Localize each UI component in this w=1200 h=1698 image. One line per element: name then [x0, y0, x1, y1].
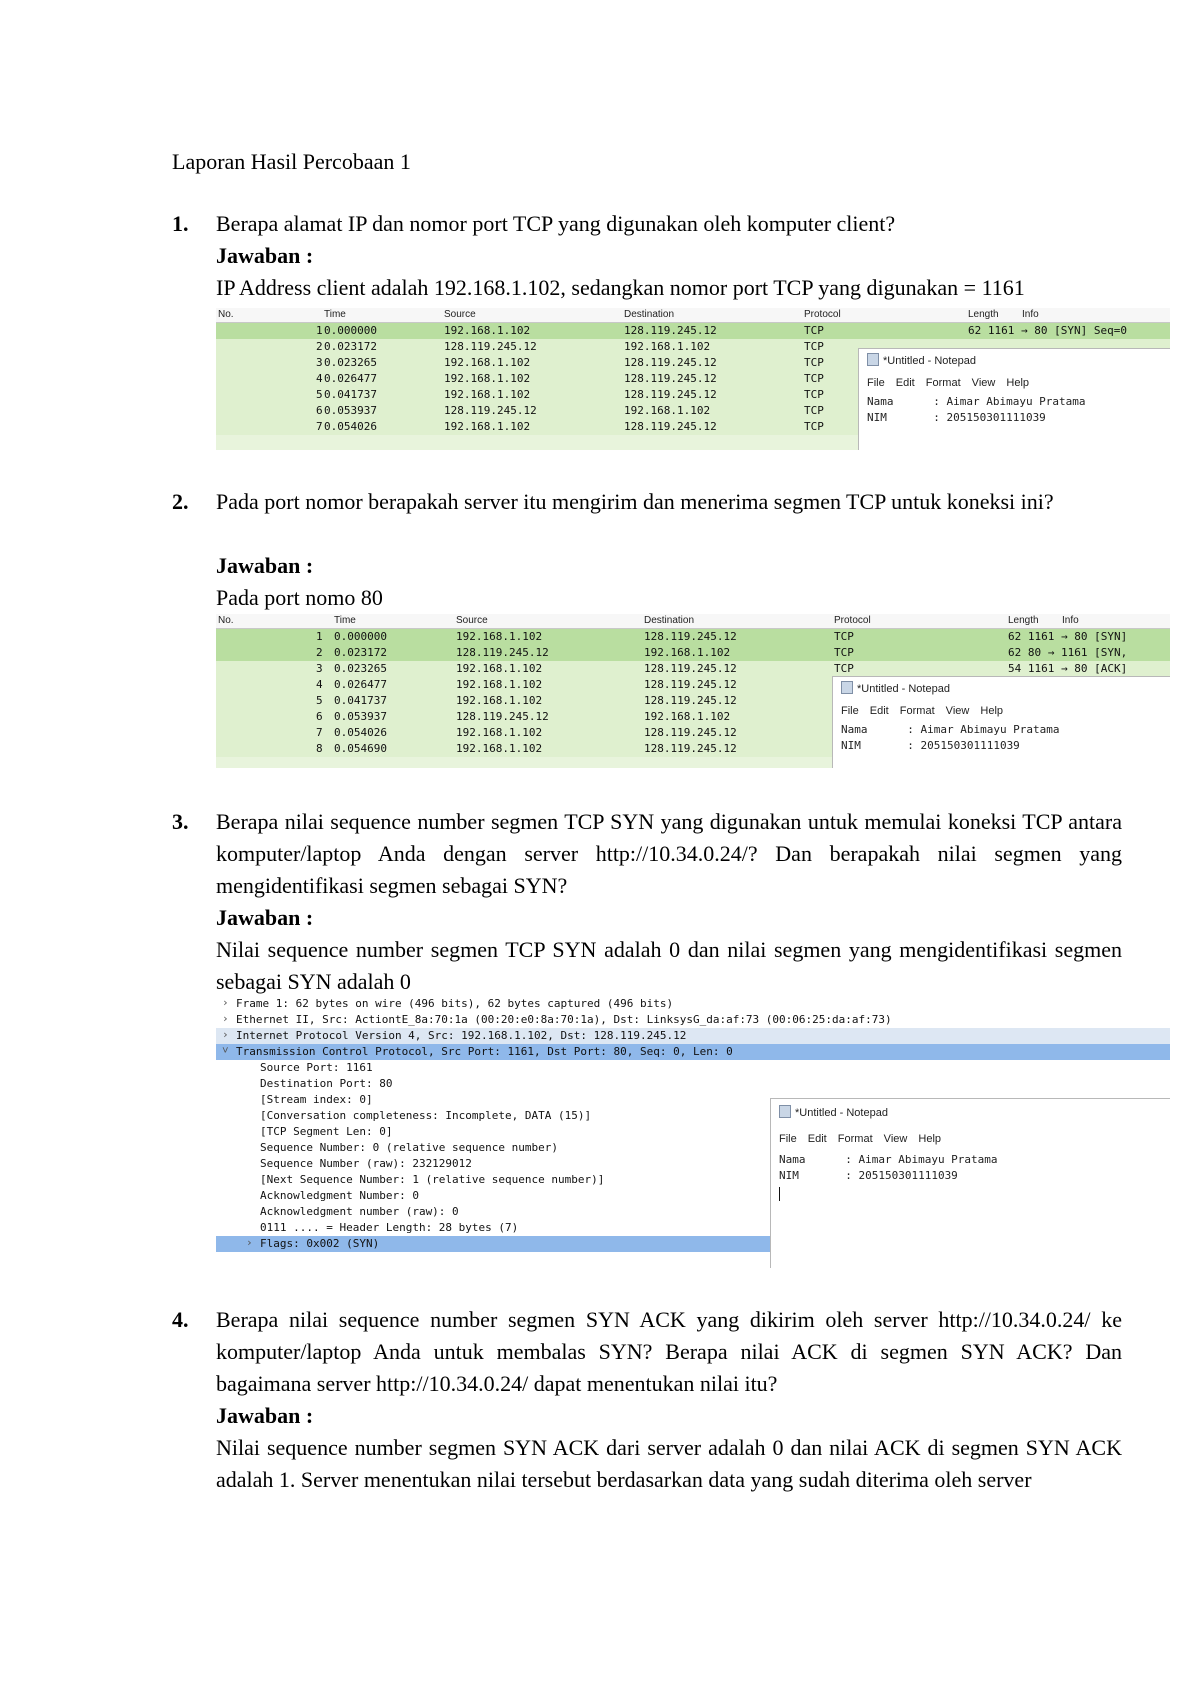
packet-detail-text: [Stream index: 0]: [260, 1093, 373, 1106]
packet-cell: 0.041737: [324, 388, 377, 401]
packet-cell: 0.023265: [334, 662, 387, 675]
col-time: Time: [334, 615, 356, 626]
packet-cell: 8: [316, 742, 323, 755]
question-3-answer: Nilai sequence number segmen TCP SYN adalah 0 dan nilai segmen yang mengidentifikasi segmen sebagai SYN adalah 0: [216, 937, 1122, 994]
packet-cell: 128.119.245.12: [624, 388, 717, 401]
col-length: Length: [968, 309, 999, 320]
packet-cell: 62 80 → 1161 [SYN,: [1008, 646, 1128, 659]
col-info: Info: [1062, 615, 1079, 626]
packet-detail-row[interactable]: [216, 996, 1170, 1012]
notepad-window: [770, 1098, 1170, 1268]
question-1-answer: IP Address client adalah 192.168.1.102, sedangkan nomor port TCP yang digunakan = 1161: [216, 275, 1025, 300]
col-destination: Destination: [644, 615, 695, 626]
packet-cell: 0.023172: [324, 340, 377, 353]
packet-cell: 1: [316, 630, 323, 643]
packet-row[interactable]: [216, 645, 1170, 661]
packet-detail-text: [Conversation completeness: Incomplete, DATA (15)]: [260, 1109, 592, 1122]
packet-detail-text: Sequence Number (raw): 232129012: [260, 1157, 472, 1170]
packet-detail-text: Flags: 0x002 (SYN): [260, 1237, 380, 1250]
chevron-down-icon[interactable]: ˅: [222, 1044, 229, 1057]
chevron-right-icon[interactable]: ›: [222, 1028, 229, 1041]
question-2-number: 2.: [172, 489, 189, 514]
notepad-icon: [779, 1105, 791, 1118]
packet-cell: TCP: [834, 662, 854, 675]
wireshark-packet-list-2: [216, 614, 1170, 768]
notepad-menu: File Edit Format View Help: [867, 377, 1030, 389]
packet-cell: 0.053937: [324, 404, 377, 417]
notepad-window: [858, 348, 1170, 450]
packet-cell: 3: [316, 662, 323, 675]
packet-cell: 7: [316, 420, 323, 433]
packet-cell: 128.119.245.12: [644, 678, 737, 691]
packet-detail-text: Transmission Control Protocol, Src Port: 1161, Dst Port: 80, Seq: 0, Len: 0: [236, 1045, 733, 1058]
question-1-number: 1.: [172, 211, 189, 236]
notepad-line-nim: NIM : 205150301111039: [867, 411, 1046, 424]
packet-cell: TCP: [804, 404, 824, 417]
packet-cell: 0.053937: [334, 710, 387, 723]
page-title: Laporan Hasil Percobaan 1: [172, 149, 411, 174]
packet-cell: 192.168.1.102: [456, 742, 543, 755]
packet-cell: TCP: [834, 630, 854, 643]
packet-cell: 7: [316, 726, 323, 739]
notepad-title: *Untitled - Notepad: [867, 353, 976, 367]
notepad-line-name: Nama : Aimar Abimayu Pratama: [867, 395, 1086, 408]
col-length: Length: [1008, 615, 1039, 626]
packet-cell: 192.168.1.102: [444, 372, 531, 385]
packet-cell: 192.168.1.102: [644, 710, 731, 723]
notepad-title: *Untitled - Notepad: [779, 1105, 888, 1119]
packet-cell: 0.054690: [334, 742, 387, 755]
packet-cell: 192.168.1.102: [456, 662, 543, 675]
wireshark-packet-list-1: [216, 308, 1170, 450]
packet-cell: 192.168.1.102: [644, 646, 731, 659]
text-cursor: [779, 1187, 780, 1201]
packet-cell: 4: [316, 372, 323, 385]
question-4-number: 4.: [172, 1307, 189, 1332]
packet-list-header: [216, 614, 1170, 629]
notepad-line-nim: NIM : 205150301111039: [841, 739, 1020, 752]
packet-cell: 0.041737: [334, 694, 387, 707]
packet-detail-row[interactable]: [216, 1028, 1170, 1044]
col-destination: Destination: [624, 309, 675, 320]
packet-cell: 0.054026: [324, 420, 377, 433]
packet-cell: 192.168.1.102: [624, 340, 711, 353]
packet-cell: 128.119.245.12: [444, 404, 537, 417]
col-no: No.: [218, 309, 234, 320]
packet-cell: 62 1161 → 80 [SYN] Seq=0: [968, 324, 1127, 337]
packet-detail-row[interactable]: [216, 1076, 1170, 1092]
packet-row[interactable]: [216, 323, 1170, 339]
question-3-text: Berapa nilai sequence number segmen TCP SYN yang digunakan untuk memulai koneksi TCP antara komputer/laptop Anda dengan server http://10.34.0.24/? Dan berapakah nilai segmen yang mengidentifikasi segmen sebagai SYN?: [216, 809, 1122, 898]
col-no: No.: [218, 615, 234, 626]
packet-cell: TCP: [804, 324, 824, 337]
question-1-answer-label: Jawaban :: [216, 243, 314, 268]
packet-cell: 192.168.1.102: [444, 420, 531, 433]
notepad-menu: File Edit Format View Help: [841, 705, 1004, 717]
packet-row[interactable]: [216, 629, 1170, 645]
packet-cell: 192.168.1.102: [456, 726, 543, 739]
packet-cell: 128.119.245.12: [624, 356, 717, 369]
packet-detail-text: Acknowledgment number (raw): 0: [260, 1205, 459, 1218]
packet-cell: 128.119.245.12: [644, 726, 737, 739]
packet-cell: 128.119.245.12: [624, 420, 717, 433]
packet-cell: 192.168.1.102: [444, 388, 531, 401]
packet-detail-text: Ethernet II, Src: ActiontE_8a:70:1a (00:20:e0:8a:70:1a), Dst: LinksysG_da:af:73 (00:06:25:da:af:73): [236, 1013, 892, 1026]
packet-cell: 128.119.245.12: [624, 324, 717, 337]
notepad-line-nim: NIM : 205150301111039: [779, 1169, 958, 1182]
packet-cell: 192.168.1.102: [456, 678, 543, 691]
wireshark-packet-details: [216, 996, 1170, 1268]
question-3-number: 3.: [172, 809, 189, 834]
packet-list-header: [216, 308, 1170, 323]
packet-cell: TCP: [804, 356, 824, 369]
packet-cell: 6: [316, 710, 323, 723]
packet-cell: 128.119.245.12: [456, 646, 549, 659]
packet-detail-text: Sequence Number: 0 (relative sequence number): [260, 1141, 559, 1154]
notepad-icon: [841, 681, 853, 694]
packet-cell: 0.023265: [324, 356, 377, 369]
packet-detail-row[interactable]: [216, 1060, 1170, 1076]
question-2-text: Pada port nomor berapakah server itu mengirim dan menerima segmen TCP untuk koneksi ini?: [216, 489, 1054, 514]
col-time: Time: [324, 309, 346, 320]
packet-cell: 5: [316, 388, 323, 401]
notepad-line-name: Nama : Aimar Abimayu Pratama: [779, 1153, 998, 1166]
notepad-menu: File Edit Format View Help: [779, 1133, 942, 1145]
packet-cell: 192.168.1.102: [444, 324, 531, 337]
packet-cell: 0.054026: [334, 726, 387, 739]
question-2-answer-label: Jawaban :: [216, 553, 314, 578]
packet-detail-text: Acknowledgment Number: 0: [260, 1189, 419, 1202]
notepad-window: [832, 676, 1170, 768]
col-protocol: Protocol: [834, 615, 871, 626]
col-source: Source: [444, 309, 476, 320]
question-4-text: Berapa nilai sequence number segmen SYN ACK yang dikirim oleh server http://10.34.0.24/ ke komputer/laptop Anda untuk membalas SYN? Berapa nilai ACK di segmen SYN ACK? Dan bagaimana server http://10.34.0.24/ dapat menentukan nilai itu?: [216, 1307, 1122, 1396]
packet-cell: 0.000000: [324, 324, 377, 337]
packet-detail-text: Frame 1: 62 bytes on wire (496 bits), 62 bytes captured (496 bits): [236, 997, 674, 1010]
packet-cell: 62 1161 → 80 [SYN]: [1008, 630, 1128, 643]
packet-cell: 2: [316, 340, 323, 353]
packet-detail-text: Source Port: 1161: [260, 1061, 373, 1074]
packet-cell: 192.168.1.102: [624, 404, 711, 417]
packet-cell: 128.119.245.12: [624, 372, 717, 385]
packet-detail-text: [Next Sequence Number: 1 (relative sequence number)]: [260, 1173, 605, 1186]
notepad-title: *Untitled - Notepad: [841, 681, 950, 695]
packet-row[interactable]: [216, 661, 1170, 677]
col-source: Source: [456, 615, 488, 626]
packet-detail-text: Internet Protocol Version 4, Src: 192.168.1.102, Dst: 128.119.245.12: [236, 1029, 687, 1042]
packet-cell: TCP: [834, 646, 854, 659]
packet-detail-text: [TCP Segment Len: 0]: [260, 1125, 393, 1138]
question-4-answer-label: Jawaban :: [216, 1403, 314, 1428]
notepad-line-name: Nama : Aimar Abimayu Pratama: [841, 723, 1060, 736]
packet-cell: 54 1161 → 80 [ACK]: [1008, 662, 1128, 675]
notepad-icon: [867, 353, 879, 366]
packet-cell: TCP: [804, 420, 824, 433]
question-3-answer-label: Jawaban :: [216, 905, 314, 930]
packet-cell: 128.119.245.12: [644, 742, 737, 755]
packet-cell: TCP: [804, 372, 824, 385]
packet-cell: 128.119.245.12: [644, 630, 737, 643]
packet-cell: 192.168.1.102: [456, 630, 543, 643]
packet-detail-row[interactable]: [216, 1012, 1170, 1028]
chevron-right-icon[interactable]: ›: [222, 1012, 229, 1025]
packet-detail-row[interactable]: [216, 1044, 1170, 1060]
packet-cell: 0.026477: [334, 678, 387, 691]
packet-cell: 192.168.1.102: [456, 694, 543, 707]
packet-cell: 1: [316, 324, 323, 337]
packet-cell: 0.000000: [334, 630, 387, 643]
col-protocol: Protocol: [804, 309, 841, 320]
chevron-right-icon[interactable]: ›: [222, 996, 229, 1009]
packet-cell: 0.023172: [334, 646, 387, 659]
packet-cell: 4: [316, 678, 323, 691]
question-2-answer: Pada port nomo 80: [216, 585, 383, 610]
packet-cell: 2: [316, 646, 323, 659]
packet-cell: 128.119.245.12: [644, 662, 737, 675]
packet-cell: TCP: [804, 388, 824, 401]
col-info: Info: [1022, 309, 1039, 320]
chevron-right-icon[interactable]: ›: [246, 1236, 253, 1249]
question-1-text: Berapa alamat IP dan nomor port TCP yang digunakan oleh komputer client?: [216, 211, 896, 236]
packet-detail-text: Destination Port: 80: [260, 1077, 393, 1090]
packet-cell: 6: [316, 404, 323, 417]
packet-cell: 128.119.245.12: [644, 694, 737, 707]
packet-detail-text: 0111 .... = Header Length: 28 bytes (7): [260, 1221, 519, 1234]
packet-cell: TCP: [804, 340, 824, 353]
question-4-answer: Nilai sequence number segmen SYN ACK dari server adalah 0 dan nilai ACK di segmen SYN ACK adalah 1. Server menentukan nilai tersebut berdasarkan data yang sudah diterima oleh server: [216, 1435, 1122, 1492]
packet-cell: 3: [316, 356, 323, 369]
packet-cell: 128.119.245.12: [456, 710, 549, 723]
packet-cell: 0.026477: [324, 372, 377, 385]
packet-cell: 128.119.245.12: [444, 340, 537, 353]
packet-cell: 192.168.1.102: [444, 356, 531, 369]
packet-cell: 5: [316, 694, 323, 707]
